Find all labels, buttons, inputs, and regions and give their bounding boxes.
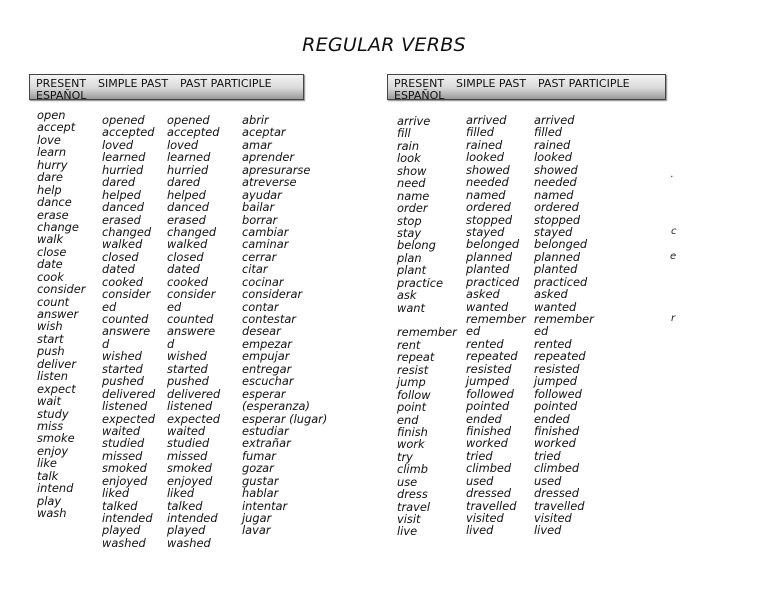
verb-cell: listened [102,399,148,414]
header-present-espanol: PRESENT ESPAÑOL [36,77,87,100]
verb-cell: waited [167,423,206,438]
verb-cell: washed [102,535,146,550]
verb-cell: desear [242,324,281,339]
verb-cell: cerrar [242,249,277,264]
verb-cell: used [534,473,562,488]
verb-cell: changed [102,224,152,239]
verb-cell: cambiar [242,224,289,239]
verb-cell: repeat [397,350,435,365]
verb-cell: answere [102,324,151,339]
verb-cell: end [397,412,419,427]
verb-cell: count [37,294,70,309]
verb-cell: rented [534,336,572,351]
left-simple-past-column [102,114,155,549]
verb-cell: plant [397,263,427,278]
verb-cell: ordered [534,200,579,215]
verb-cell: intentar [242,498,288,513]
verb-cell: ed [102,299,117,314]
verb-cell: ended [466,411,502,426]
verb-cell: finished [466,423,512,438]
verb-cell: wished [167,349,207,364]
verb-cell: live [397,524,418,539]
verb-cell: consider [102,287,151,302]
verb-cell: closed [102,249,139,264]
verb-cell: aprender [242,150,295,165]
verb-cell: talked [102,498,138,513]
verb-cell: expected [167,411,220,426]
verb-cell: talk [37,468,59,483]
verb-cell: asked [466,287,500,302]
verb-cell: try [397,449,413,464]
verb-cell: waited [102,423,141,438]
verb-cell: plan [397,250,422,265]
verb-cell: needed [466,175,509,190]
verb-cell: looked [466,150,504,165]
verb-cell: planned [534,249,581,264]
verb-cell: dared [102,175,136,190]
verb-cell: wished [102,349,142,364]
verb-cell: resist [397,362,429,377]
verb-cell: delivered [167,386,221,401]
verb-cell: ask [397,288,417,303]
verb-cell: loved [102,137,134,152]
verb-cell: liked [102,486,130,501]
verb-cell: travelled [534,498,585,513]
verb-cell: ed [167,299,182,314]
verb-cell: cook [37,269,64,284]
header-simple-past: SIMPLE PAST [98,77,169,90]
verb-cell: intend [37,481,74,496]
verb-cell: arrived [534,113,575,127]
verb-cell: start [37,331,64,346]
verb-cell: planned [466,249,513,264]
verb-cell: order [397,201,428,216]
verb-cell: caminar [242,237,289,252]
verb-cell: accepted [167,125,220,140]
verb-cell: learn [37,145,67,160]
verb-cell: repeated [466,349,518,364]
verb-cell: hurried [102,162,144,177]
verb-cell: contar [242,299,279,314]
verb-cell: jumped [466,374,509,389]
verb-cell: hurried [167,162,209,177]
verb-cell: tried [466,448,493,463]
verb-cell: travelled [466,498,517,513]
edge-fragment: c [671,226,677,237]
verb-cell: resisted [466,361,512,376]
verb-cell: intended [167,511,218,525]
verb-cell: name [397,188,430,203]
verb-cell: learned [102,150,146,165]
verb-cell: hablar [242,486,279,501]
verb-cell: followed [534,386,582,401]
left-spanish-column [242,114,327,537]
edge-fragment: r [671,313,676,324]
verb-cell: started [167,361,208,376]
verb-cell: entregar [242,361,292,376]
verb-cell: played [167,523,206,538]
verb-cell: erased [102,212,141,227]
verb-cell: study [37,406,69,421]
verb-cell: lived [534,523,562,538]
verb-cell: enjoyed [167,473,213,488]
verb-cell: helped [167,187,206,202]
verb-cell: enjoy [37,443,69,458]
verb-cell: answere [167,324,216,339]
verb-cell: wanted [466,299,509,314]
verb-cell: delivered [102,386,156,401]
verb-cell: extrañar [242,436,291,451]
verb-cell: amar [242,137,272,152]
verb-cell: studied [102,436,145,451]
verb-cell: use [397,474,418,489]
verb-cell: practiced [534,274,588,289]
verb-cell: open [37,108,66,122]
verb-cell: hurry [37,157,68,172]
verb-cell: started [102,361,143,376]
verb-cell: dressed [466,486,512,501]
verb-cell: smoke [37,431,75,446]
verb-cell: practiced [466,274,520,289]
verb-cell: visited [534,511,572,525]
verb-cell: estudiar [242,423,289,438]
verb-cell: wash [37,506,67,520]
verb-cell: dance [37,195,72,210]
verb-cell: expect [37,381,76,396]
edge-fragment: · [670,172,674,183]
verb-cell: atreverse [242,175,297,190]
verb-cell: show [397,163,427,178]
verb-cell: walk [37,232,64,247]
verb-cell: deliver [37,356,76,371]
verb-cell: fill [397,126,411,141]
verb-cell: stopped [466,212,513,227]
verb-cell: learned [167,150,211,165]
right-past-participle-column [534,114,594,537]
verb-cell: ordered [466,200,511,215]
verb-cell: climbed [534,461,580,476]
verb-cell: stayed [534,224,573,239]
verb-cell: help [37,182,62,197]
verb-cell: walked [102,237,143,252]
verb-cell: answer [37,307,79,321]
verb-cell: change [37,219,79,234]
verb-cell: bailar [242,200,275,215]
verb-cell: want [397,300,425,315]
verb-cell: dared [167,175,201,190]
verb-cell: used [466,473,494,488]
verb-cell: stay [397,225,422,240]
verb-cell: belonged [534,237,588,252]
left-past-participle-column [167,114,220,549]
verb-cell: ended [534,411,570,426]
verb-cell: missed [167,448,208,463]
verb-cell: opened [102,113,145,127]
right-table-header [387,74,666,100]
verb-cell: visit [397,512,421,526]
verb-cell: practice [397,275,444,290]
verb-cell: remember [397,325,457,340]
verb-cell: showed [534,162,578,177]
verb-cell: rent [397,337,421,352]
verb-cell: stop [397,213,422,228]
verb-cell: miss [37,418,64,433]
verb-cell: follow [397,387,431,402]
verb-cell: listened [167,399,213,414]
verb-cell: worked [466,436,508,451]
verb-cell: gustar [242,473,279,488]
verb-cell: accept [37,120,76,135]
verb-cell: remember [466,312,526,326]
verb-cell: pushed [102,374,144,389]
verb-cell: aceptar [242,125,286,140]
verb-cell: dare [37,170,63,185]
verb-cell: arrive [397,114,431,128]
verb-cell: smoked [102,461,147,476]
verb-cell: named [534,187,574,202]
verb-cell: intended [102,511,153,525]
verb-cell: rented [466,336,504,351]
verb-cell: closed [167,249,204,264]
verb-cell: listen [37,369,68,384]
verb-cell: jugar [242,511,272,525]
verb-cell: planted [466,262,510,277]
right-present-column [397,115,457,538]
verb-cell: d [167,336,175,351]
page-title: REGULAR VERBS [302,34,466,56]
verb-cell: jumped [534,374,577,389]
verb-cell: borrar [242,212,278,227]
verb-cell: citar [242,262,268,277]
header-past-participle: PAST PARTICIPLE [538,77,630,90]
verb-cell: smoked [167,461,212,476]
verb-cell: filled [534,125,562,140]
verb-cell: fumar [242,448,276,463]
verb-cell: visited [466,511,504,525]
verb-cell: dated [167,262,200,277]
verb-cell: dated [102,262,135,277]
verb-cell: apresurarse [242,162,311,177]
verb-cell: enjoyed [102,473,148,488]
verb-cell: rain [397,138,420,153]
verb-cell: empujar [242,349,290,364]
verb-cell: gozar [242,461,274,476]
verb-cell: close [37,244,67,259]
header-past-participle: PAST PARTICIPLE [180,77,272,90]
verb-cell: pointed [534,399,578,414]
verb-cell: need [397,176,426,191]
header-simple-past: SIMPLE PAST [456,77,527,90]
verb-cell: cooked [102,274,144,289]
verb-cell: erased [167,212,206,227]
verb-cell: belong [397,238,436,253]
verb-cell: opened [167,113,210,127]
verb-cell: dressed [534,486,580,501]
verb-cell: counted [102,312,149,326]
verb-cell: accepted [102,125,155,140]
verb-cell: abrir [242,113,269,127]
verb-cell: contestar [242,312,296,326]
verb-cell: remember [534,312,594,326]
verb-cell: push [37,344,65,359]
verb-cell: needed [534,175,577,190]
verb-cell: ed [534,324,549,339]
verb-cell: esperar [242,386,286,401]
verb-cell: named [466,187,506,202]
verb-cell: consider [167,287,216,302]
verb-cell: tried [534,448,561,463]
verb-cell: resisted [534,361,580,376]
verb-cell: rained [466,137,503,152]
verb-cell: planted [534,262,578,277]
verb-cell: changed [167,224,217,239]
verb-cell: danced [102,200,144,215]
verb-cell: followed [466,386,514,401]
verb-cell: loved [167,137,199,152]
verb-cell: washed [167,535,211,550]
verb-cell: look [397,151,421,166]
header-present-espanol: PRESENT ESPAÑOL [394,77,445,100]
verb-cell: walked [167,237,208,252]
verb-cell: danced [167,200,209,215]
verb-cell: counted [167,312,214,326]
verb-cell: stayed [466,224,505,239]
verb-cell: travel [397,499,431,514]
verb-cell: esperar (lugar) [242,411,328,426]
verb-cell: rained [534,137,571,152]
verb-cell: pointed [466,399,510,414]
verb-cell: climb [397,462,428,477]
verb-cell: lavar [242,523,271,538]
verb-cell: wait [37,394,61,409]
verb-cell: escuchar [242,374,294,389]
verb-cell: jump [397,375,426,390]
left-present-column [37,109,85,519]
verb-cell: considerar [242,287,303,302]
verb-cell: lived [466,523,494,538]
verb-cell: finish [397,424,428,439]
verb-cell: love [37,132,61,147]
verb-cell: stopped [534,212,581,227]
verb-cell: missed [102,448,143,463]
verb-cell: play [37,493,62,508]
left-table-header [29,74,304,100]
verb-cell: consider [37,282,86,297]
verb-cell: asked [534,287,568,302]
verb-cell: studied [167,436,210,451]
verb-cell: filled [466,125,494,140]
verb-cell: point [397,400,427,415]
verb-cell: d [102,336,110,351]
verb-cell: liked [167,486,195,501]
verb-cell: finished [534,423,580,438]
verb-cell: work [397,437,425,452]
verb-cell: pushed [167,374,209,389]
verb-cell: erase [37,207,69,222]
verb-cell: cocinar [242,274,284,289]
verb-cell: date [37,257,63,272]
verb-cell: empezar [242,336,292,351]
verb-cell: climbed [466,461,512,476]
verb-cell: helped [102,187,141,202]
verb-cell: wanted [534,299,577,314]
verb-cell: like [37,456,57,471]
edge-fragment: e [670,251,677,262]
verb-cell: cooked [167,274,209,289]
verb-cell: looked [534,150,572,165]
verb-cell: dress [397,487,428,502]
verb-cell: expected [102,411,155,426]
verb-cell: worked [534,436,576,451]
verb-cell: ed [466,324,481,339]
verb-cell: showed [466,162,510,177]
verb-cell: arrived [466,113,507,127]
verb-cell: repeated [534,349,586,364]
right-simple-past-column [466,114,526,537]
verb-cell: ayudar [242,187,282,202]
verb-cell: played [102,523,141,538]
verb-cell: belonged [466,237,520,252]
verb-cell: wish [37,319,63,334]
verb-cell: (esperanza) [242,399,310,414]
verb-cell: talked [167,498,203,513]
